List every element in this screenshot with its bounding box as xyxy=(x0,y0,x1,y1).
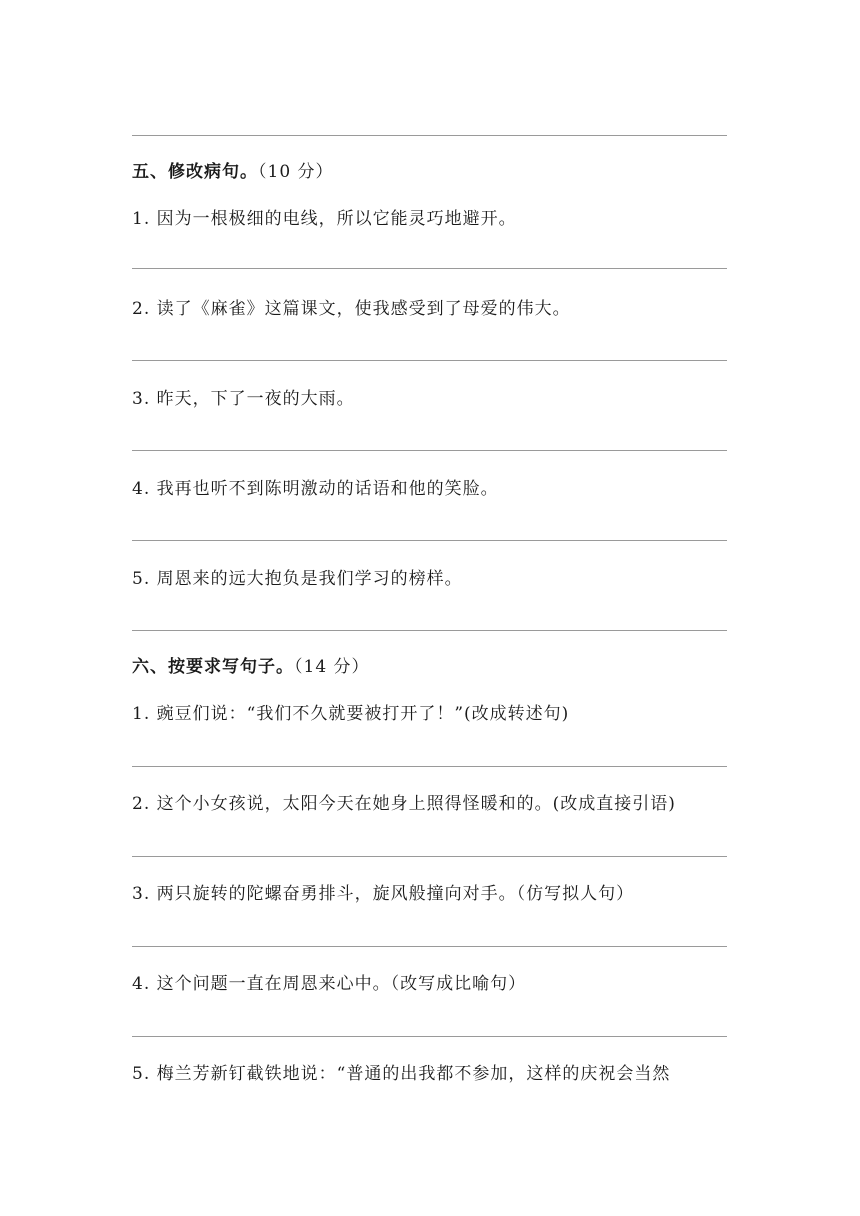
section-5-item-1: 1. 因为一根极细的电线，所以它能灵巧地避开。 xyxy=(132,209,517,229)
section-5-score: （10 分） xyxy=(258,162,334,182)
section-5-item-5: 5. 周恩来的远大抱负是我们学习的榜样。 xyxy=(132,569,463,589)
section-5-item-2: 2. 读了《麻雀》这篇课文，使我感受到了母爱的伟大。 xyxy=(132,299,571,319)
answer-line-5-5 xyxy=(132,630,727,631)
section-5-title: 五、修改病句。 xyxy=(132,162,258,182)
section-6-score: （14 分） xyxy=(294,657,370,677)
section-6-item-3: 3. 两只旋转的陀螺奋勇排斗，旋风般撞向对手。（仿写拟人句） xyxy=(132,884,635,904)
section-6-item-2: 2. 这个小女孩说，太阳今天在她身上照得怪暖和的。(改成直接引语) xyxy=(132,794,676,814)
answer-line-5-1 xyxy=(132,268,727,269)
answer-line-6-3 xyxy=(132,946,727,947)
section-6-heading xyxy=(132,655,732,679)
section-6-title: 六、按要求写句子。 xyxy=(132,657,294,677)
section-6-item-1: 1. 豌豆们说：“我们不久就要被打开了！”(改成转述句) xyxy=(132,704,570,724)
section-5-item-3: 3. 昨天，下了一夜的大雨。 xyxy=(132,389,355,409)
section-5-item-4: 4. 我再也听不到陈明激动的话语和他的笑脸。 xyxy=(132,479,499,499)
answer-line-top xyxy=(132,135,727,136)
section-6-item-4: 4. 这个问题一直在周恩来心中。（改写成比喻句） xyxy=(132,974,527,994)
answer-line-6-1 xyxy=(132,766,727,767)
answer-line-5-3 xyxy=(132,450,727,451)
answer-line-5-2 xyxy=(132,360,727,361)
section-5-heading xyxy=(132,160,732,184)
section-6-item-5: 5. 梅兰芳新钉截铁地说：“普通的出我都不参加，这样的庆祝会当然 xyxy=(132,1064,671,1084)
answer-line-5-4 xyxy=(132,540,727,541)
answer-line-6-2 xyxy=(132,856,727,857)
answer-line-6-4 xyxy=(132,1036,727,1037)
